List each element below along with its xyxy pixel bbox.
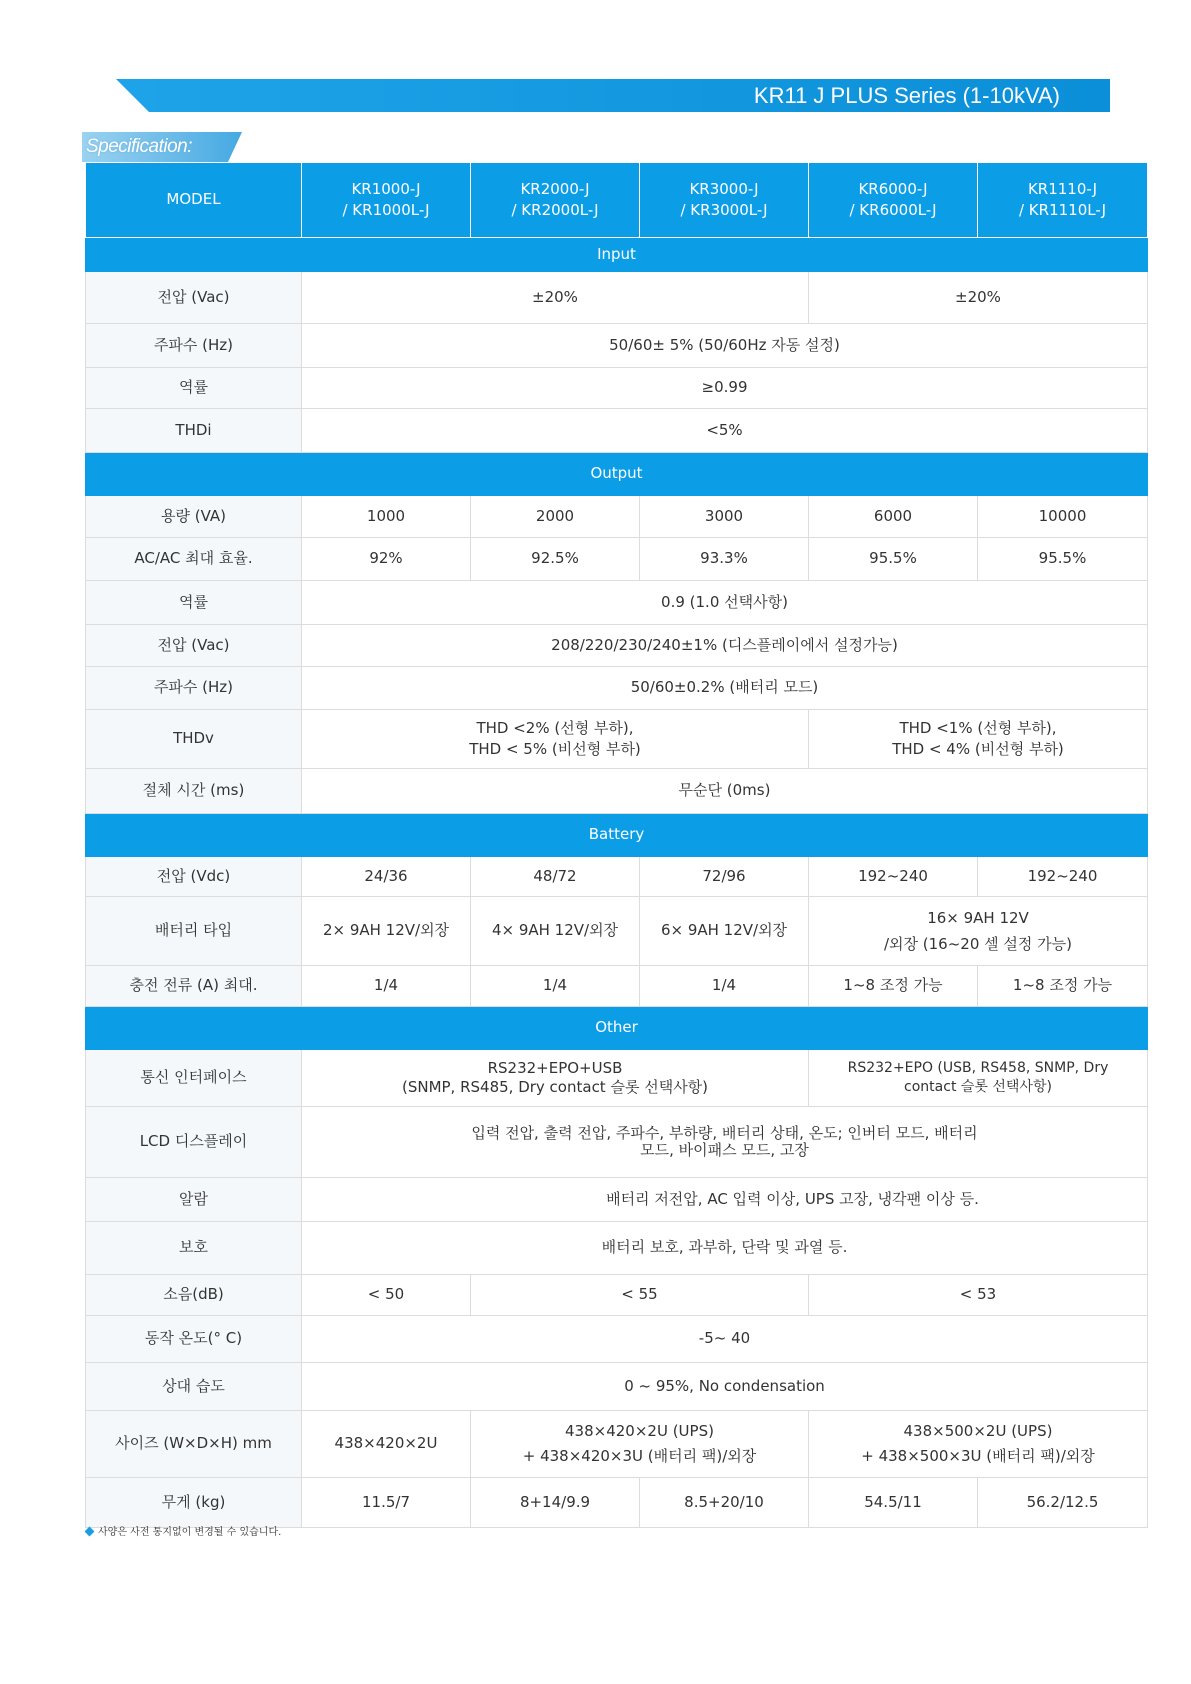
section-battery: Battery — [86, 813, 1148, 856]
title-banner — [116, 79, 1110, 112]
table-row: 동작 온도(° C) -5~ 40 — [86, 1315, 1148, 1362]
model-col-2: KR2000-J / KR2000L-J — [471, 163, 640, 237]
table-row: 전압 (Vdc) 24/36 48/72 72/96 192~240 192~240 — [86, 856, 1148, 896]
section-input: Input — [86, 237, 1148, 271]
model-col-5: KR1110-J / KR1110L-J — [978, 163, 1148, 237]
section-output: Output — [86, 452, 1148, 495]
table-row: 용량 (VA) 1000 2000 3000 6000 10000 — [86, 495, 1148, 537]
table-row: 충전 전류 (A) 최대. 1/4 1/4 1/4 1~8 조정 가능 1~8 조정 가능 — [86, 965, 1148, 1006]
footnote-text: 사양은 사전 통지없이 변경될 수 있습니다. — [98, 1527, 282, 1538]
table-row: 소음(dB) < 50 < 55 < 53 — [86, 1274, 1148, 1315]
table-row: 배터리 타입 2× 9AH 12V/외장 4× 9AH 12V/외장 6× 9AH 12V/외장 16× 9AH 12V /외장 (16~20 셀 설정 가능) — [86, 896, 1148, 965]
table-row: AC/AC 최대 효율. 92% 92.5% 93.3% 95.5% 95.5% — [86, 537, 1148, 580]
model-col-4: KR6000-J / KR6000L-J — [809, 163, 978, 237]
model-label: MODEL — [86, 163, 302, 237]
table-row: 사이즈 (W×D×H) mm 438×420×2U 438×420×2U (UPS) + 438×420×3U (배터리 팩)/외장 438×500×2U (UPS) + 438×500×3U (배터리 팩)/외장 — [86, 1410, 1148, 1477]
table-row: 무게 (kg) 11.5/7 8+14/9.9 8.5+20/10 54.5/11 56.2/12.5 — [86, 1477, 1148, 1527]
section-other: Other — [86, 1006, 1148, 1049]
specification-tag — [82, 132, 242, 162]
table-row: 주파수 (Hz) 50/60±0.2% (배터리 모드) — [86, 666, 1148, 709]
table-row: 주파수 (Hz) 50/60± 5% (50/60Hz 자동 설정) — [86, 323, 1148, 367]
diamond-bullet-icon — [85, 1526, 95, 1536]
model-col-1: KR1000-J / KR1000L-J — [302, 163, 471, 237]
table-row: 전압 (Vac) 208/220/230/240±1% (디스플레이에서 설정가능) — [86, 624, 1148, 666]
table-row: THDi <5% — [86, 408, 1148, 452]
table-row: 전압 (Vac) ±20% ±20% — [86, 271, 1148, 323]
page-title: KR11 J PLUS Series (1-10kVA) — [753, 83, 1060, 108]
model-header-row — [86, 163, 1148, 237]
table-row: 보호 배터리 보호, 과부하, 단락 및 과열 등. — [86, 1221, 1148, 1274]
footnote — [86, 1523, 281, 1538]
table-row: LCD 디스플레이 입력 전압, 출력 전압, 주파수, 부하량, 배터리 상태, 온도; 인버터 모드, 배터리 모드, 바이패스 모드, 고장 — [86, 1106, 1148, 1177]
table-row: 역률 ≥0.99 — [86, 367, 1148, 408]
table-row: 알람 배터리 저전압, AC 입력 이상, UPS 고장, 냉각팬 이상 등. — [86, 1177, 1148, 1221]
model-col-3: KR3000-J / KR3000L-J — [640, 163, 809, 237]
table-row: 상대 습도 0 ~ 95%, No condensation — [86, 1362, 1148, 1410]
table-row: 절체 시간 (ms) 무순단 (0ms) — [86, 768, 1148, 813]
table-row: 역률 0.9 (1.0 선택사항) — [86, 580, 1148, 624]
table-row: THDv THD <2% (선형 부하), THD < 5% (비선형 부하) THD <1% (선형 부하), THD < 4% (비선형 부하) — [86, 709, 1148, 768]
table-row: 통신 인터페이스 RS232+EPO+USB (SNMP, RS485, Dry contact 슬롯 선택사항) RS232+EPO (USB, RS458, SNMP, Dry contact 슬롯 선택사항) — [86, 1049, 1148, 1106]
spec-table — [85, 163, 1148, 1528]
section-tag-label: Specification: — [86, 136, 193, 157]
